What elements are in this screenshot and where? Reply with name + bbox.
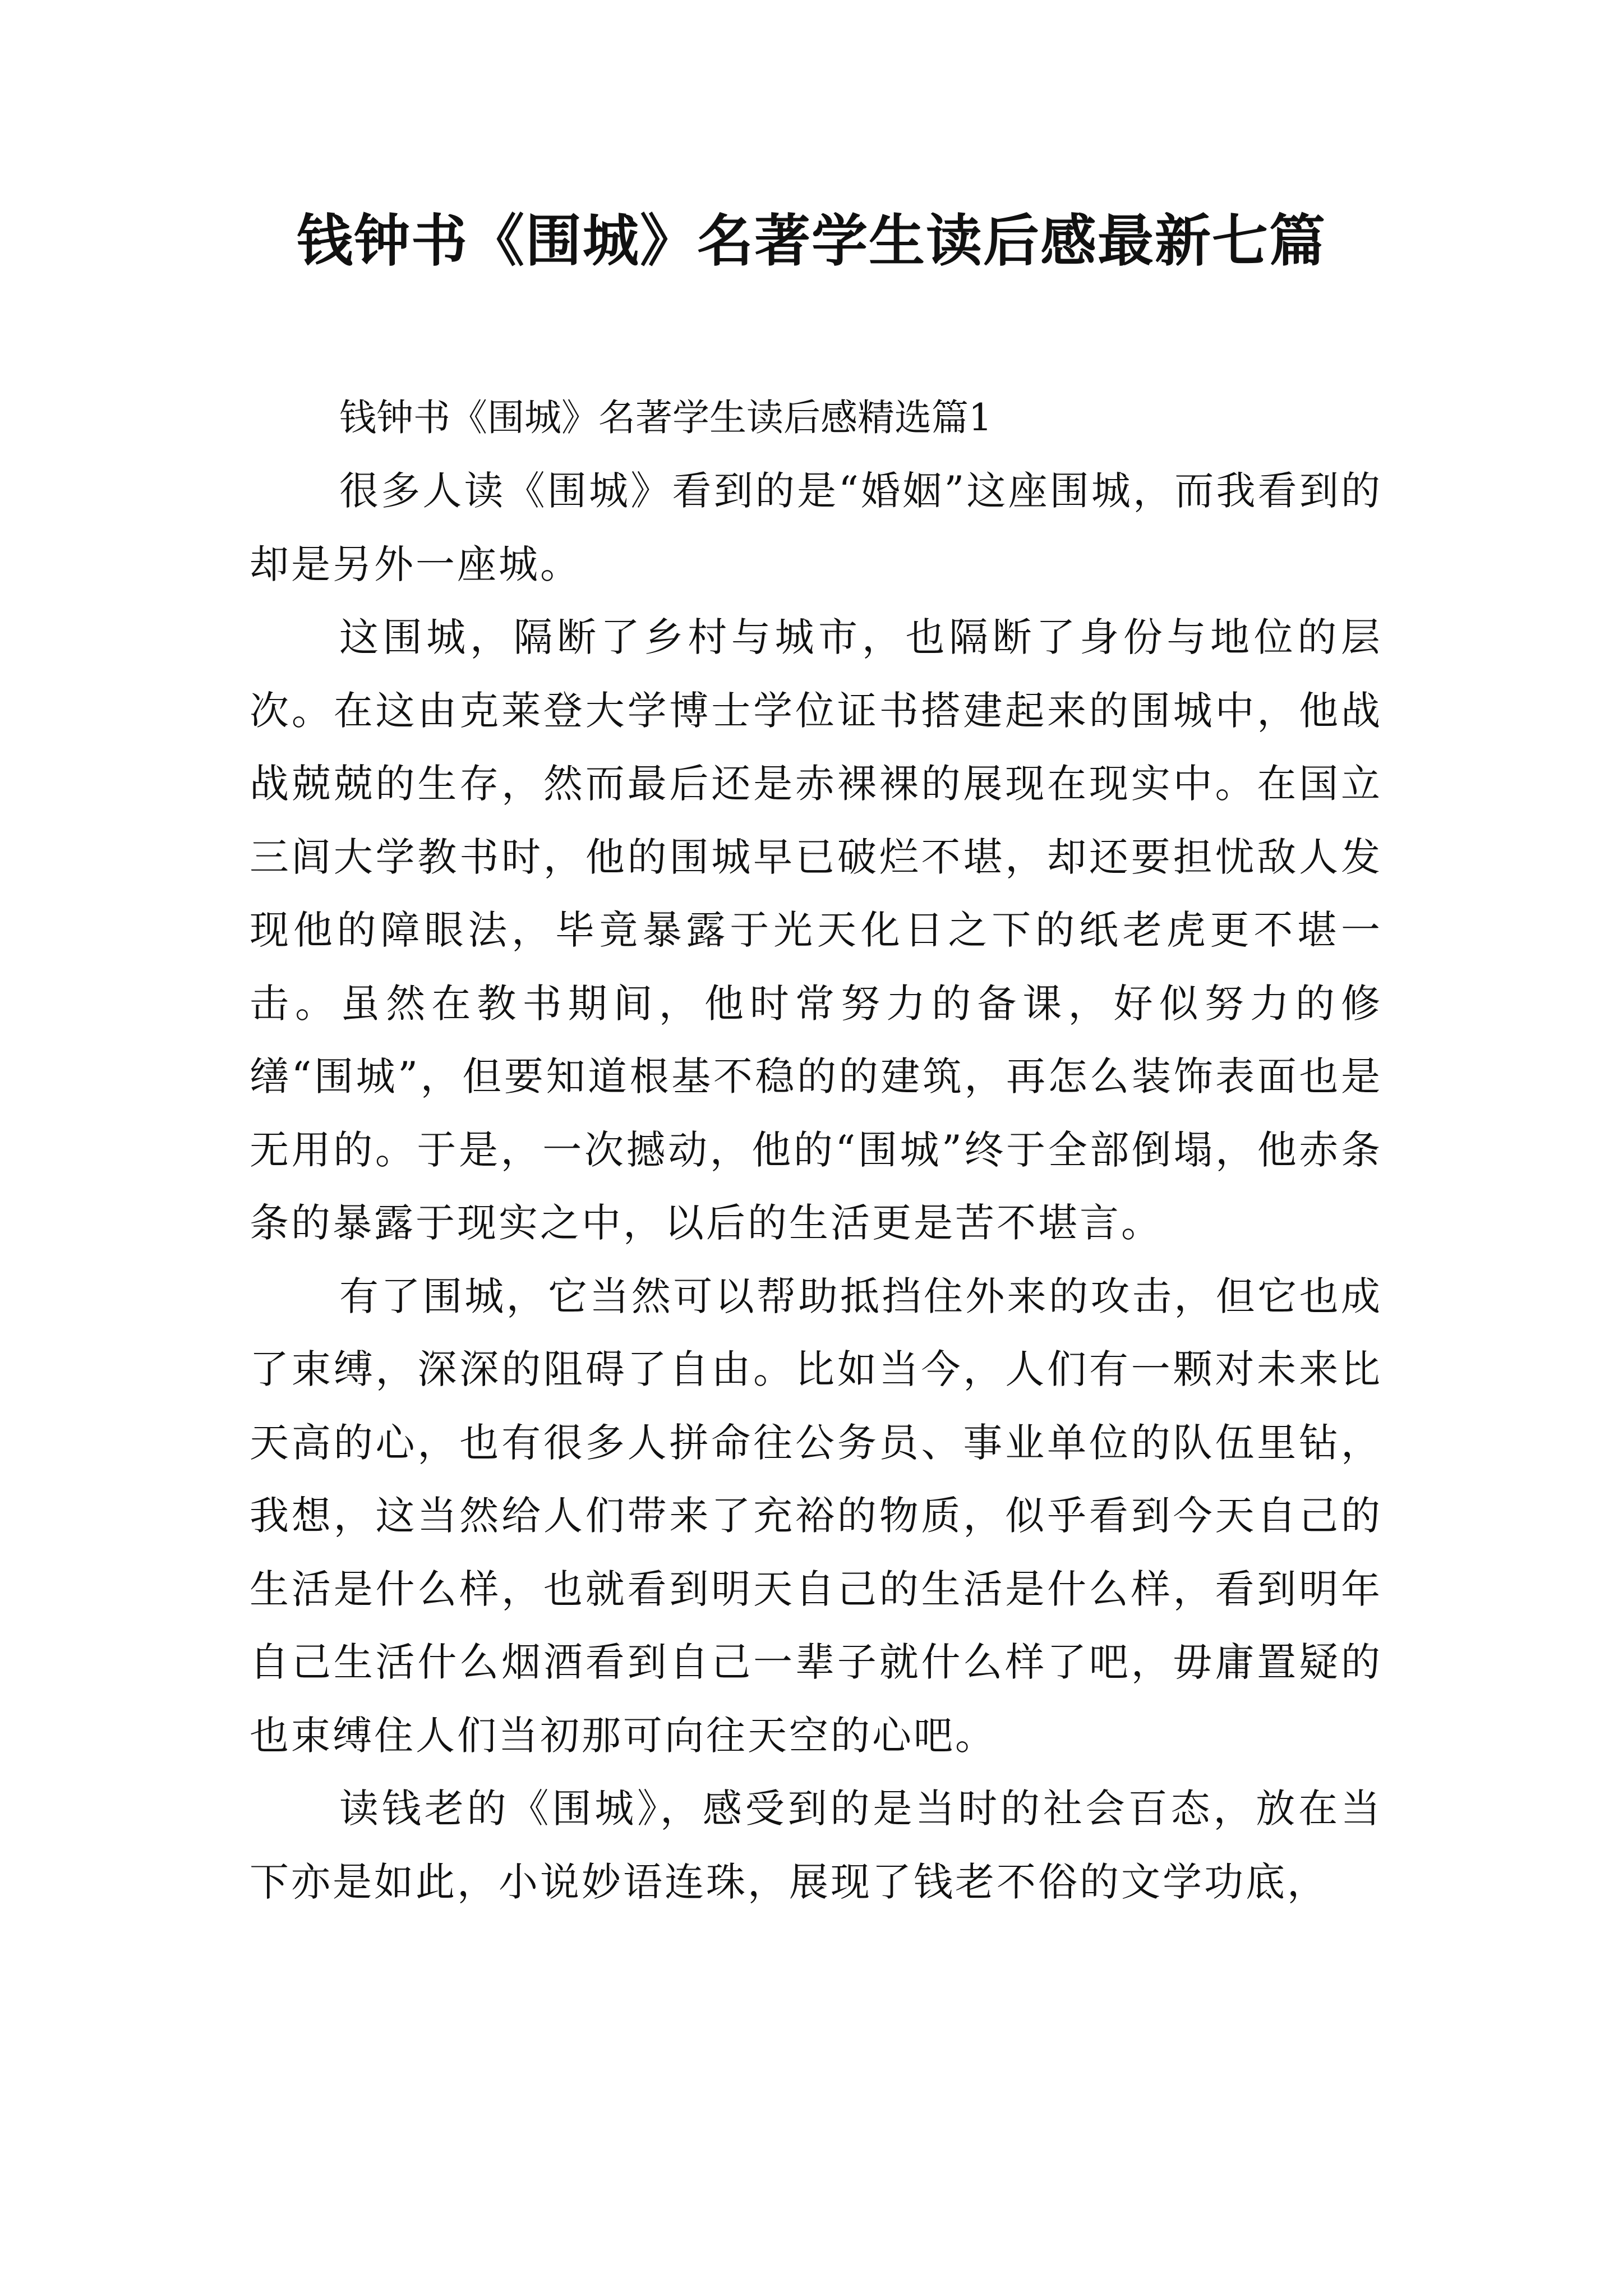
- document-title: 钱钟书《围城》名著学生读后感最新七篇: [297, 208, 1326, 274]
- paragraph: 有了围城，它当然可以帮助抵挡住外来的攻击，但它也成了束缚，深深的阻碍了自由。比如当今，人们有一颗对未来比天高的心，也有很多人拼命往公务员、事业单位的队伍里钻，我想，这当然给人们带来了充裕的物质，似乎看到今天自己的生活是什么样，也就看到明天自己的生活是什么样，看到明年自己生活什么烟酒看到自己一辈子就什么样了吧，毋庸置疑的也束缚住人们当初那可向往天空的心吧。: [250, 1273, 1382, 1759]
- paragraph: 读钱老的《围城》，感受到的是当时的社会百态，放在当下亦是如此，小说妙语连珠，展现了钱老不俗的文学功底，: [250, 1786, 1382, 1905]
- document-body: [250, 381, 1382, 1918]
- paragraph: 很多人读《围城》看到的是“婚姻”这座围城，而我看到的却是另外一座城。: [250, 468, 1382, 587]
- paragraph: 这围城，隔断了乡村与城市，也隔断了身份与地位的层次。在这由克莱登大学博士学位证书搭建起来的围城中，他战战兢兢的生存，然而最后还是赤裸裸的展现在现实中。在国立三闾大学教书时，他的围城早已破烂不堪，却还要担忧敌人发现他的障眼法，毕竟暴露于光天化日之下的纸老虎更不堪一击。虽然在教书期间，他时常努力的备课，好似努力的修缮“围城”，但要知道根基不稳的的建筑，再怎么装饰表面也是无用的。于是，一次撼动，他的“围城”终于全部倒塌，他赤条条的暴露于现实之中，以后的生活更是苦不堪言。: [250, 614, 1382, 1246]
- section-heading: 钱钟书《围城》名著学生读后感精选篇1: [339, 396, 992, 439]
